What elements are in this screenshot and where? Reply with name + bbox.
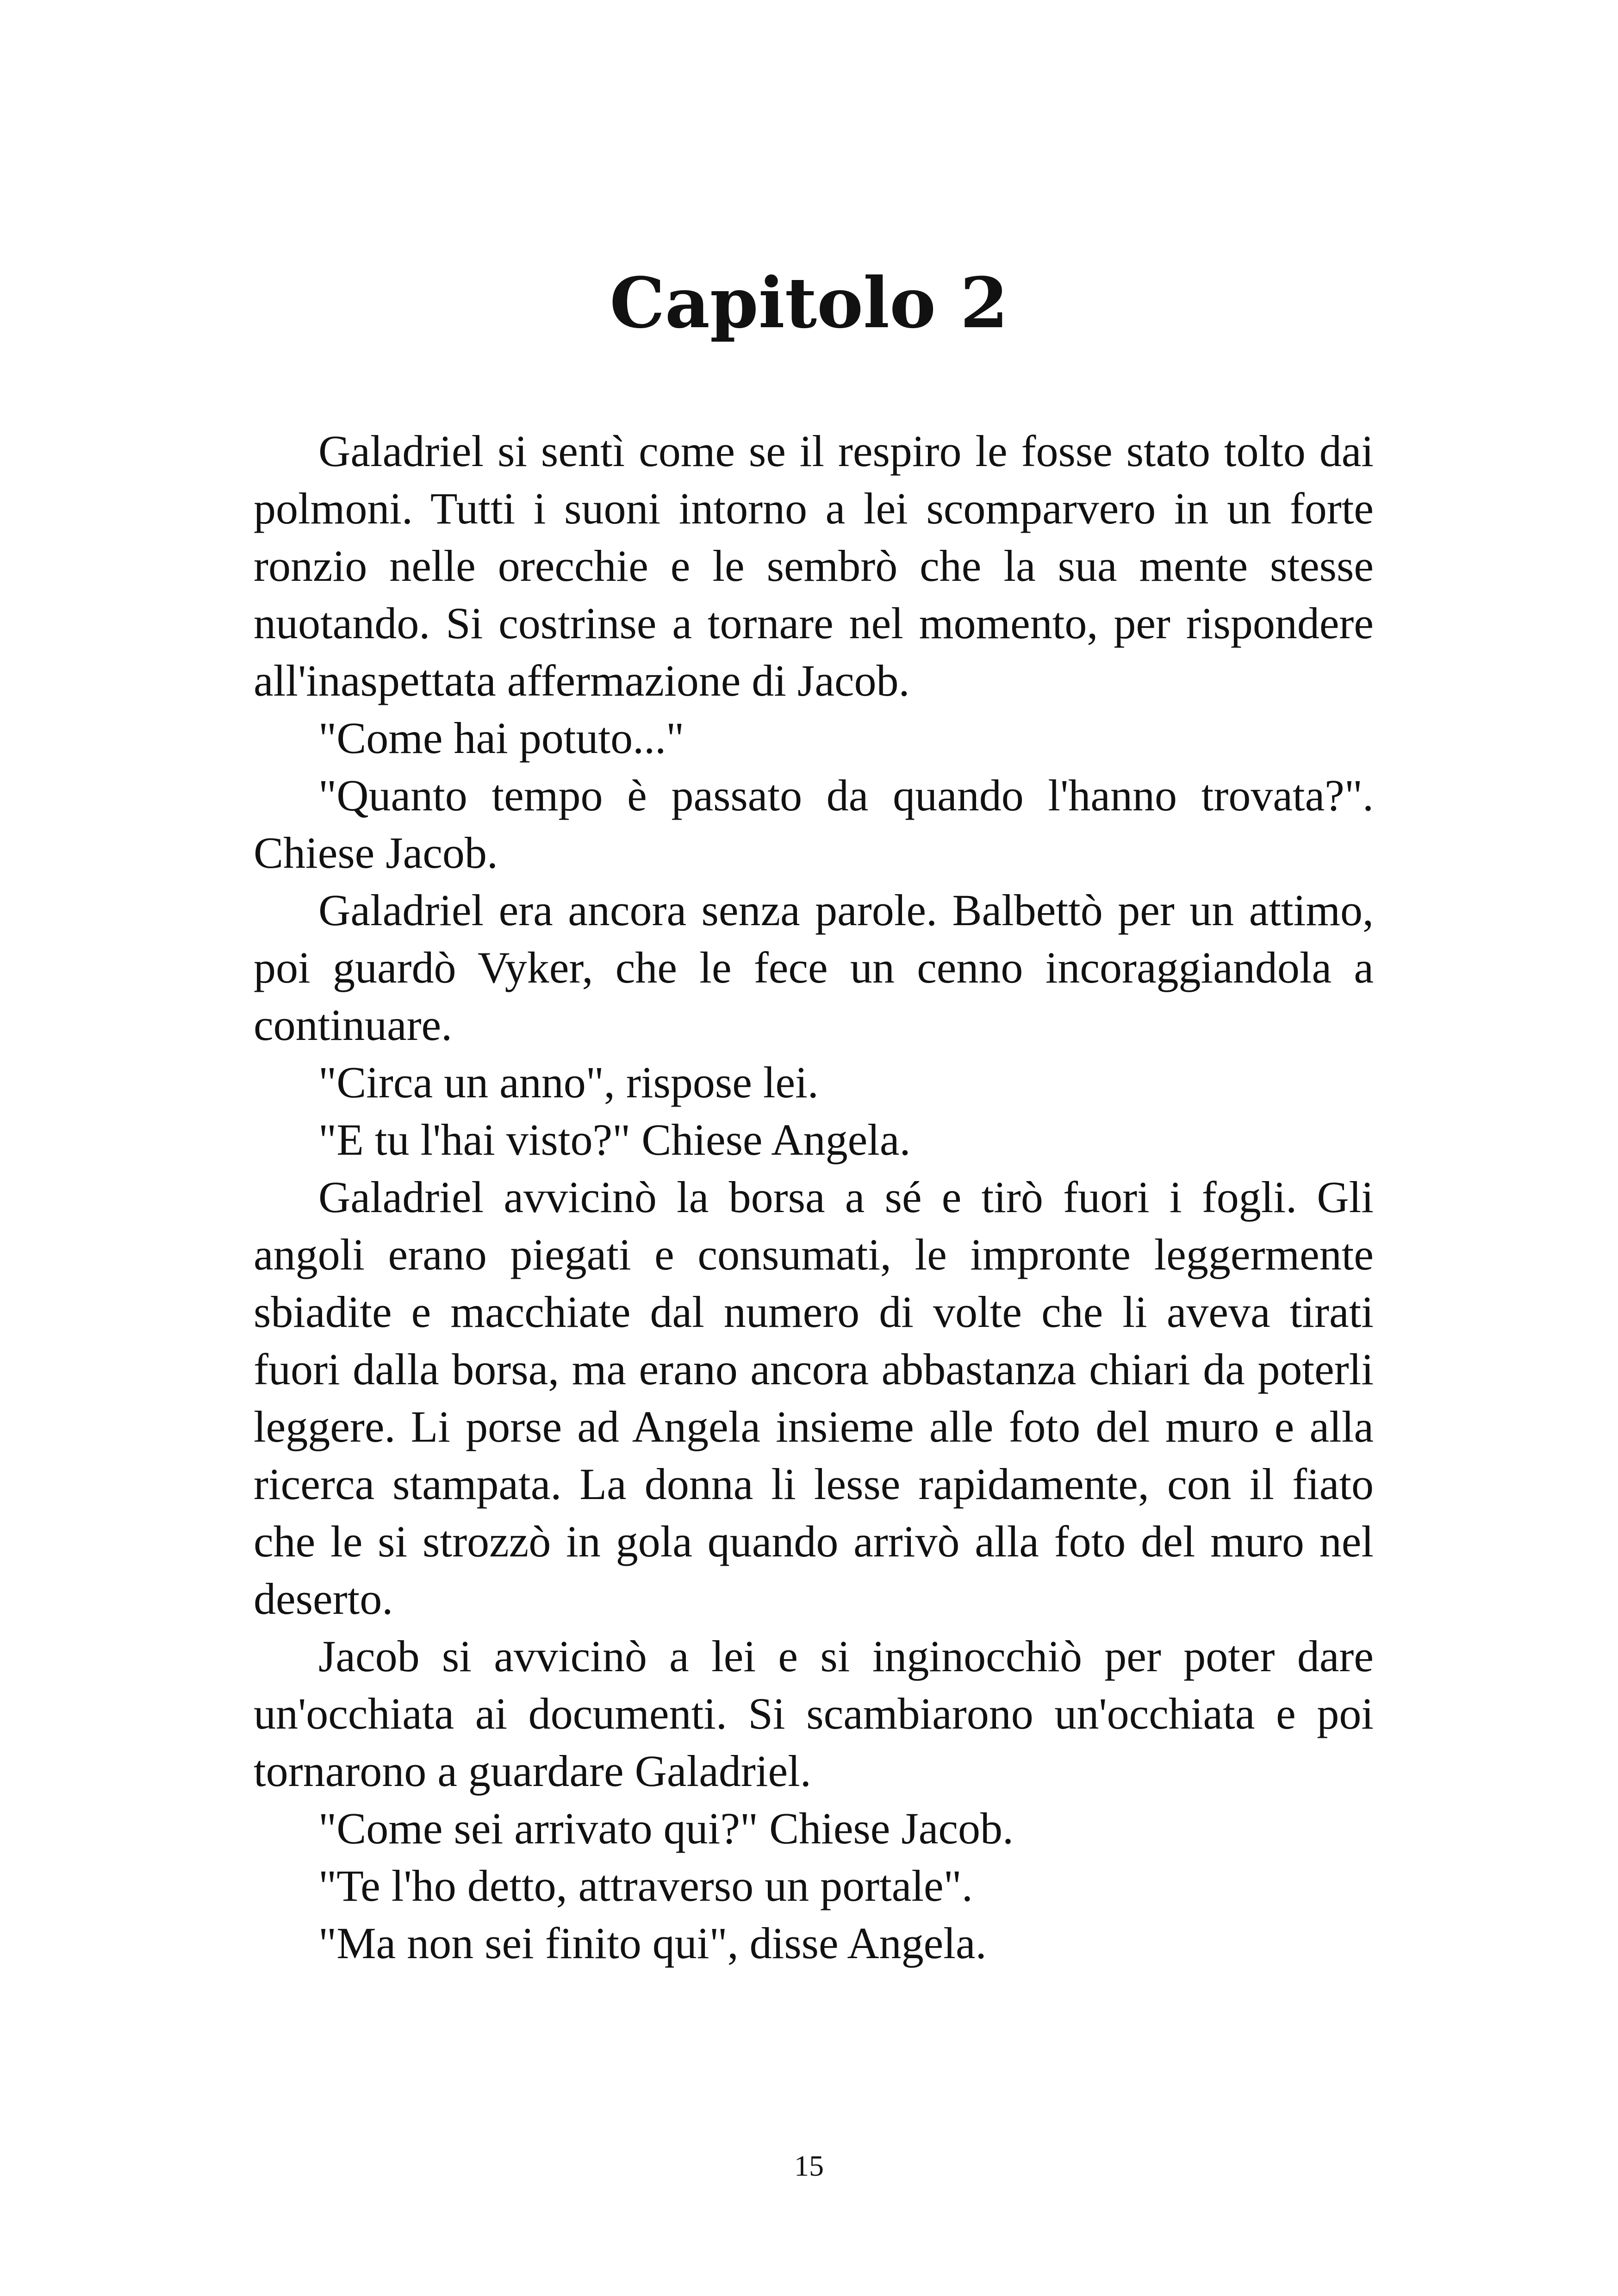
paragraph: "Te l'ho detto, attraverso un portale". bbox=[318, 1861, 973, 1910]
paragraph: Galadriel si sentì come se il respiro le fosse stato tolto dai polmoni. Tutti i suoni intorno a lei scomparvero in un forte ronzio nelle orecchie e le sembrò che la sua mente stesse nuotando. Si costrinse a tornare nel momento, per rispondere all'inaspettata affermazione di Jacob. bbox=[254, 426, 1374, 705]
paragraph: "E tu l'hai visto?" Chiese Angela. bbox=[318, 1115, 911, 1164]
paragraph: Galadriel era ancora senza parole. Balbettò per un attimo, poi guardò Vyker, che le fece un cenno incoraggiandola a continuare. bbox=[254, 885, 1374, 1050]
paragraph: "Come hai potuto..." bbox=[318, 713, 685, 763]
paragraph: Jacob si avvicinò a lei e si inginocchiò per poter dare un'occhiata ai documenti. Si scambiarono un'occhiata e poi tornarono a guardare Galadriel. bbox=[254, 1631, 1374, 1796]
chapter-title: Capitolo 2 bbox=[610, 262, 1008, 344]
chapter-body bbox=[254, 423, 1374, 1972]
paragraph: "Quanto tempo è passato da quando l'hanno trovata?". Chiese Jacob. bbox=[254, 771, 1374, 877]
paragraph: "Come sei arrivato qui?" Chiese Jacob. bbox=[318, 1804, 1014, 1853]
paragraph: "Circa un anno", rispose lei. bbox=[318, 1058, 819, 1107]
page-number: 15 bbox=[794, 2149, 824, 2182]
paragraph: Galadriel avvicinò la borsa a sé e tirò fuori i fogli. Gli angoli erano piegati e consumati, le impronte leggermente sbiadite e macchiate dal numero di volte che li aveva tirati fuori dalla borsa, ma erano ancora abbastanza chiari da poterli leggere. Li porse ad Angela insieme alle foto del muro e alla ricerca stampata. La donna li lesse rapidamente, con il fiato che le si strozzò in gola quando arrivò alla foto del muro nel deserto. bbox=[254, 1172, 1374, 1624]
paragraph: "Ma non sei finito qui", disse Angela. bbox=[318, 1918, 987, 1968]
